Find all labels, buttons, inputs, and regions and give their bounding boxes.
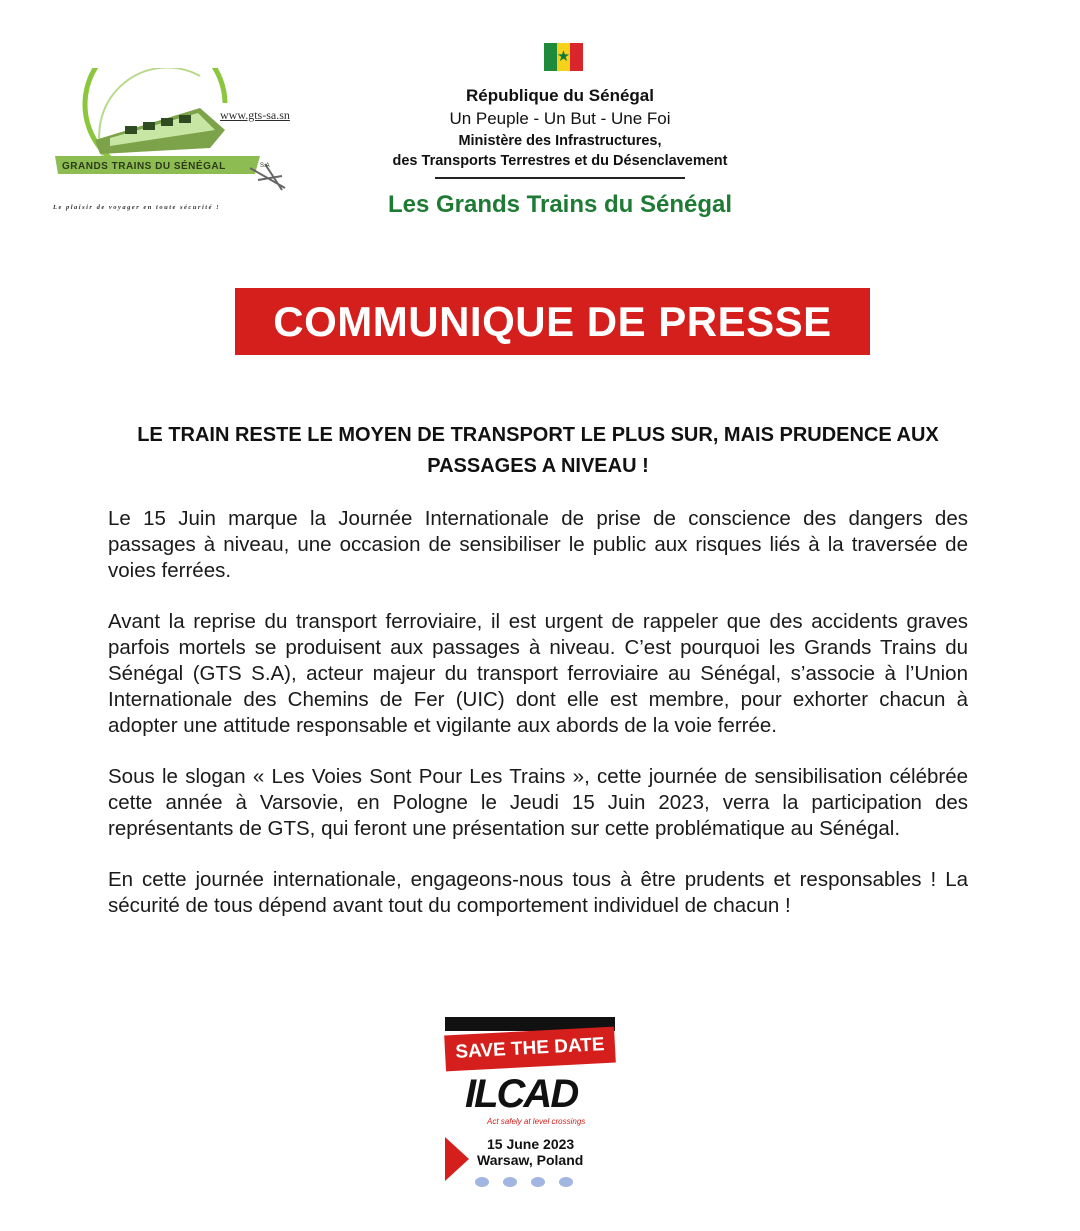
event-place: Warsaw, Poland [477,1152,584,1168]
partner-logo-icon [503,1177,517,1187]
logo-band-text: GRANDS TRAINS DU SÉNÉGAL [62,161,226,172]
website-link[interactable]: www.gts-sa.sn [220,108,290,122]
partner-logos [475,1177,573,1187]
logo-tagline: Le plaisir de voyager en toute sécurité ! [53,204,221,211]
national-motto: Un Peuple - Un But - Une Foi [449,109,671,128]
ilcad-logo: ILCAD [465,1072,578,1116]
ministry-line-2: des Transports Terrestres et du Désenclavement [392,153,728,169]
paragraph: Le 15 Juin marque la Journée Internationale de prise de conscience des dangers des passages à niveau, une occasion de sensibiliser le public aux risques liés à la traversée de voies ferrées. [108,507,968,582]
gts-logo [50,68,320,218]
play-arrow-icon [445,1137,469,1181]
header-divider [435,177,685,179]
ministry-line-1: Ministère des Infrastructures, [458,133,662,149]
organisation-name: Les Grands Trains du Sénégal [387,191,733,218]
event-date: 15 June 2023 [487,1136,575,1152]
paragraph: Avant la reprise du transport ferroviaire, il est urgent de rappeler que des accidents graves parfois mortels se produisent aux passages à niveau. C’est pourquoi les Grands Trains du Sénégal (GTS S.A), acteur majeur du transport ferroviaire au Sénégal, s’associe à l’Union Internationale des Chemins de Fer (UIC) dont elle est membre, pour exhorter chacun à adopter une attitude responsable et vigilante aux abords de la voie ferrée. [108,610,968,737]
partner-logo-icon [475,1177,489,1187]
paragraph: Sous le slogan « Les Voies Sont Pour Les Trains », cette journée de sensibilisation célébrée cette année à Varsovie, en Pologne le Jeudi 15 Juin 2023, verra la participation des représentants de GTS, qui feront une présentation sur cette problématique au Sénégal. [108,765,968,840]
ilcad-tagline: Act safely at level crossings [487,1117,586,1126]
save-the-date-label: SAVE THE DATE [444,1027,616,1072]
letterhead [330,86,790,219]
logo-band-suffix: S.A [260,163,270,169]
partner-logo-icon [559,1177,573,1187]
senegal-flag-icon [544,43,583,71]
partner-logo-icon [531,1177,545,1187]
republic-title: République du Sénégal [466,86,654,105]
headline [100,420,976,482]
headline-line-1: LE TRAIN RESTE LE MOYEN DE TRANSPORT LE PLUS SUR, MAIS PRUDENCE AUX [137,424,939,446]
headline-line-2: PASSAGES A NIVEAU ! [427,455,649,477]
body-text [108,506,968,944]
ilcad-poster [445,1017,615,1197]
star-icon: ★ [556,48,571,65]
press-release-banner: COMMUNIQUE DE PRESSE [235,288,870,355]
train-logo-icon [50,68,320,218]
paragraph: En cette journée internationale, engageons-nous tous à être prudents et responsables ! La sécurité de tous dépend avant tout du comportement individuel de chacun ! [108,868,968,917]
